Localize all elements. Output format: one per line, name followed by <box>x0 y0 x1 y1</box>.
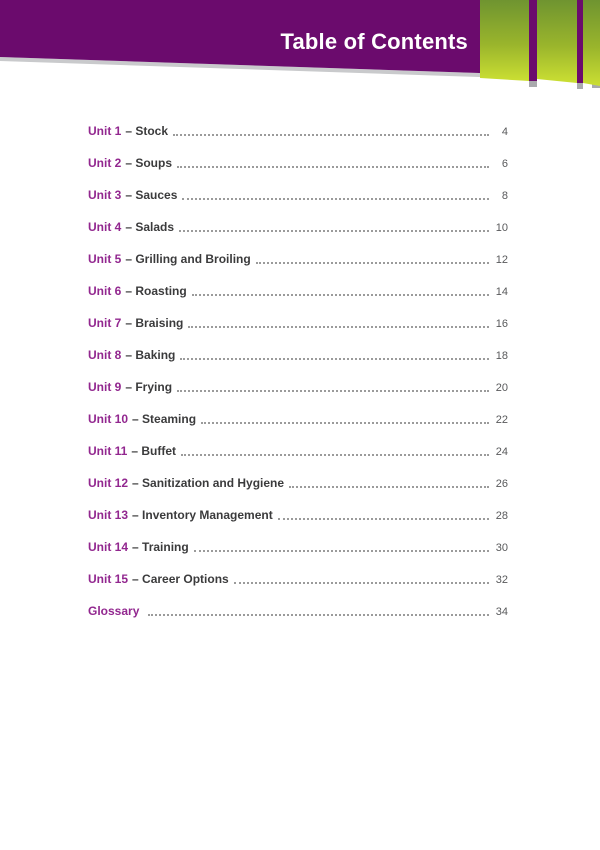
toc-entry-unit-label: Unit 12 <box>88 476 129 490</box>
green-bookmark-tab <box>583 0 600 86</box>
toc-entry-title: – Soups <box>125 156 173 170</box>
toc-leader-dots <box>192 284 489 298</box>
toc-entry[interactable] <box>88 476 508 490</box>
toc-entry-unit-label: Unit 11 <box>88 444 128 458</box>
toc-leader-dots <box>177 156 489 170</box>
toc-entry-title: – Braising <box>125 316 184 330</box>
page-title: Table of Contents <box>280 29 468 54</box>
toc-entry-title: – Career Options <box>132 572 229 586</box>
toc-entry-title: – Inventory Management <box>132 508 273 522</box>
toc-entry[interactable] <box>88 604 508 618</box>
ribbon-stripe-gap <box>577 0 583 89</box>
toc-entry-title: – Sauces <box>125 188 178 202</box>
toc-entry[interactable] <box>88 348 508 362</box>
toc-entry-unit-label: Unit 7 <box>88 316 122 330</box>
toc-entry-unit-label: Unit 6 <box>88 284 122 298</box>
toc-entry-title: – Buffet <box>131 444 177 458</box>
toc-entry-page-number: 12 <box>495 254 508 266</box>
toc-list <box>88 124 508 636</box>
toc-entry[interactable] <box>88 252 508 266</box>
toc-entry-page-number: 24 <box>495 446 508 458</box>
toc-entry-unit-label: Unit 10 <box>88 412 129 426</box>
toc-entry[interactable] <box>88 508 508 522</box>
toc-entry[interactable] <box>88 156 508 170</box>
toc-entry-unit-label: Unit 15 <box>88 572 129 586</box>
toc-entry-page-number: 14 <box>495 286 508 298</box>
toc-entry-page-number: 10 <box>495 222 508 234</box>
toc-leader-dots <box>179 220 489 234</box>
toc-entry-title: – Grilling and Broiling <box>125 252 251 266</box>
toc-leader-dots <box>278 508 489 522</box>
toc-entry-unit-label: Unit 2 <box>88 156 122 170</box>
toc-entry-page-number: 34 <box>495 606 508 618</box>
ribbon-stripe-gap <box>529 0 537 87</box>
toc-entry-title: – Baking <box>125 348 176 362</box>
toc-entry-title: – Roasting <box>125 284 187 298</box>
toc-leader-dots <box>182 188 489 202</box>
toc-entry[interactable] <box>88 124 508 138</box>
toc-entry[interactable] <box>88 188 508 202</box>
toc-entry[interactable] <box>88 284 508 298</box>
toc-leader-dots <box>289 476 489 490</box>
green-bookmark-tab <box>537 0 577 83</box>
green-bookmark-tab <box>480 0 529 81</box>
toc-entry-page-number: 6 <box>501 158 508 170</box>
toc-entry-unit-label: Unit 13 <box>88 508 129 522</box>
toc-entry[interactable] <box>88 540 508 554</box>
toc-entry[interactable] <box>88 316 508 330</box>
header-banner <box>0 0 600 110</box>
toc-leader-dots <box>234 572 489 586</box>
toc-leader-dots <box>256 252 489 266</box>
toc-entry-unit-label: Unit 14 <box>88 540 129 554</box>
toc-entry-title: – Sanitization and Hygiene <box>132 476 285 490</box>
toc-entry-title: – Steaming <box>132 412 197 426</box>
toc-leader-dots <box>148 604 489 618</box>
toc-leader-dots <box>181 444 489 458</box>
toc-leader-dots <box>194 540 489 554</box>
toc-entry-title: – Salads <box>125 220 175 234</box>
toc-entry-page-number: 20 <box>495 382 508 394</box>
toc-leader-dots <box>201 412 489 426</box>
toc-entry-page-number: 32 <box>495 574 508 586</box>
toc-entry-unit-label: Unit 9 <box>88 380 122 394</box>
toc-entry-page-number: 28 <box>495 510 508 522</box>
toc-entry-unit-label: Unit 4 <box>88 220 122 234</box>
toc-entry-title: – Frying <box>125 380 173 394</box>
toc-entry[interactable] <box>88 572 508 586</box>
toc-entry[interactable] <box>88 412 508 426</box>
toc-entry-page-number: 8 <box>501 190 508 202</box>
toc-entry-page-number: 16 <box>495 318 508 330</box>
toc-entry-title: – Stock <box>125 124 169 138</box>
toc-entry-page-number: 30 <box>495 542 508 554</box>
toc-entry-page-number: 22 <box>495 414 508 426</box>
toc-leader-dots <box>173 124 489 138</box>
toc-entry-unit-label: Unit 1 <box>88 124 122 138</box>
toc-entry[interactable] <box>88 220 508 234</box>
toc-entry-unit-label: Unit 8 <box>88 348 122 362</box>
toc-leader-dots <box>188 316 489 330</box>
toc-entry-page-number: 26 <box>495 478 508 490</box>
toc-entry[interactable] <box>88 380 508 394</box>
toc-entry-page-number: 18 <box>495 350 508 362</box>
toc-entry-unit-label: Unit 3 <box>88 188 122 202</box>
toc-entry-unit-label: Unit 5 <box>88 252 122 266</box>
toc-entry-page-number: 4 <box>501 126 508 138</box>
toc-entry-title: – Training <box>132 540 189 554</box>
toc-entry-unit-label: Glossary <box>88 604 140 618</box>
toc-entry[interactable] <box>88 444 508 458</box>
toc-leader-dots <box>180 348 489 362</box>
toc-leader-dots <box>177 380 489 394</box>
